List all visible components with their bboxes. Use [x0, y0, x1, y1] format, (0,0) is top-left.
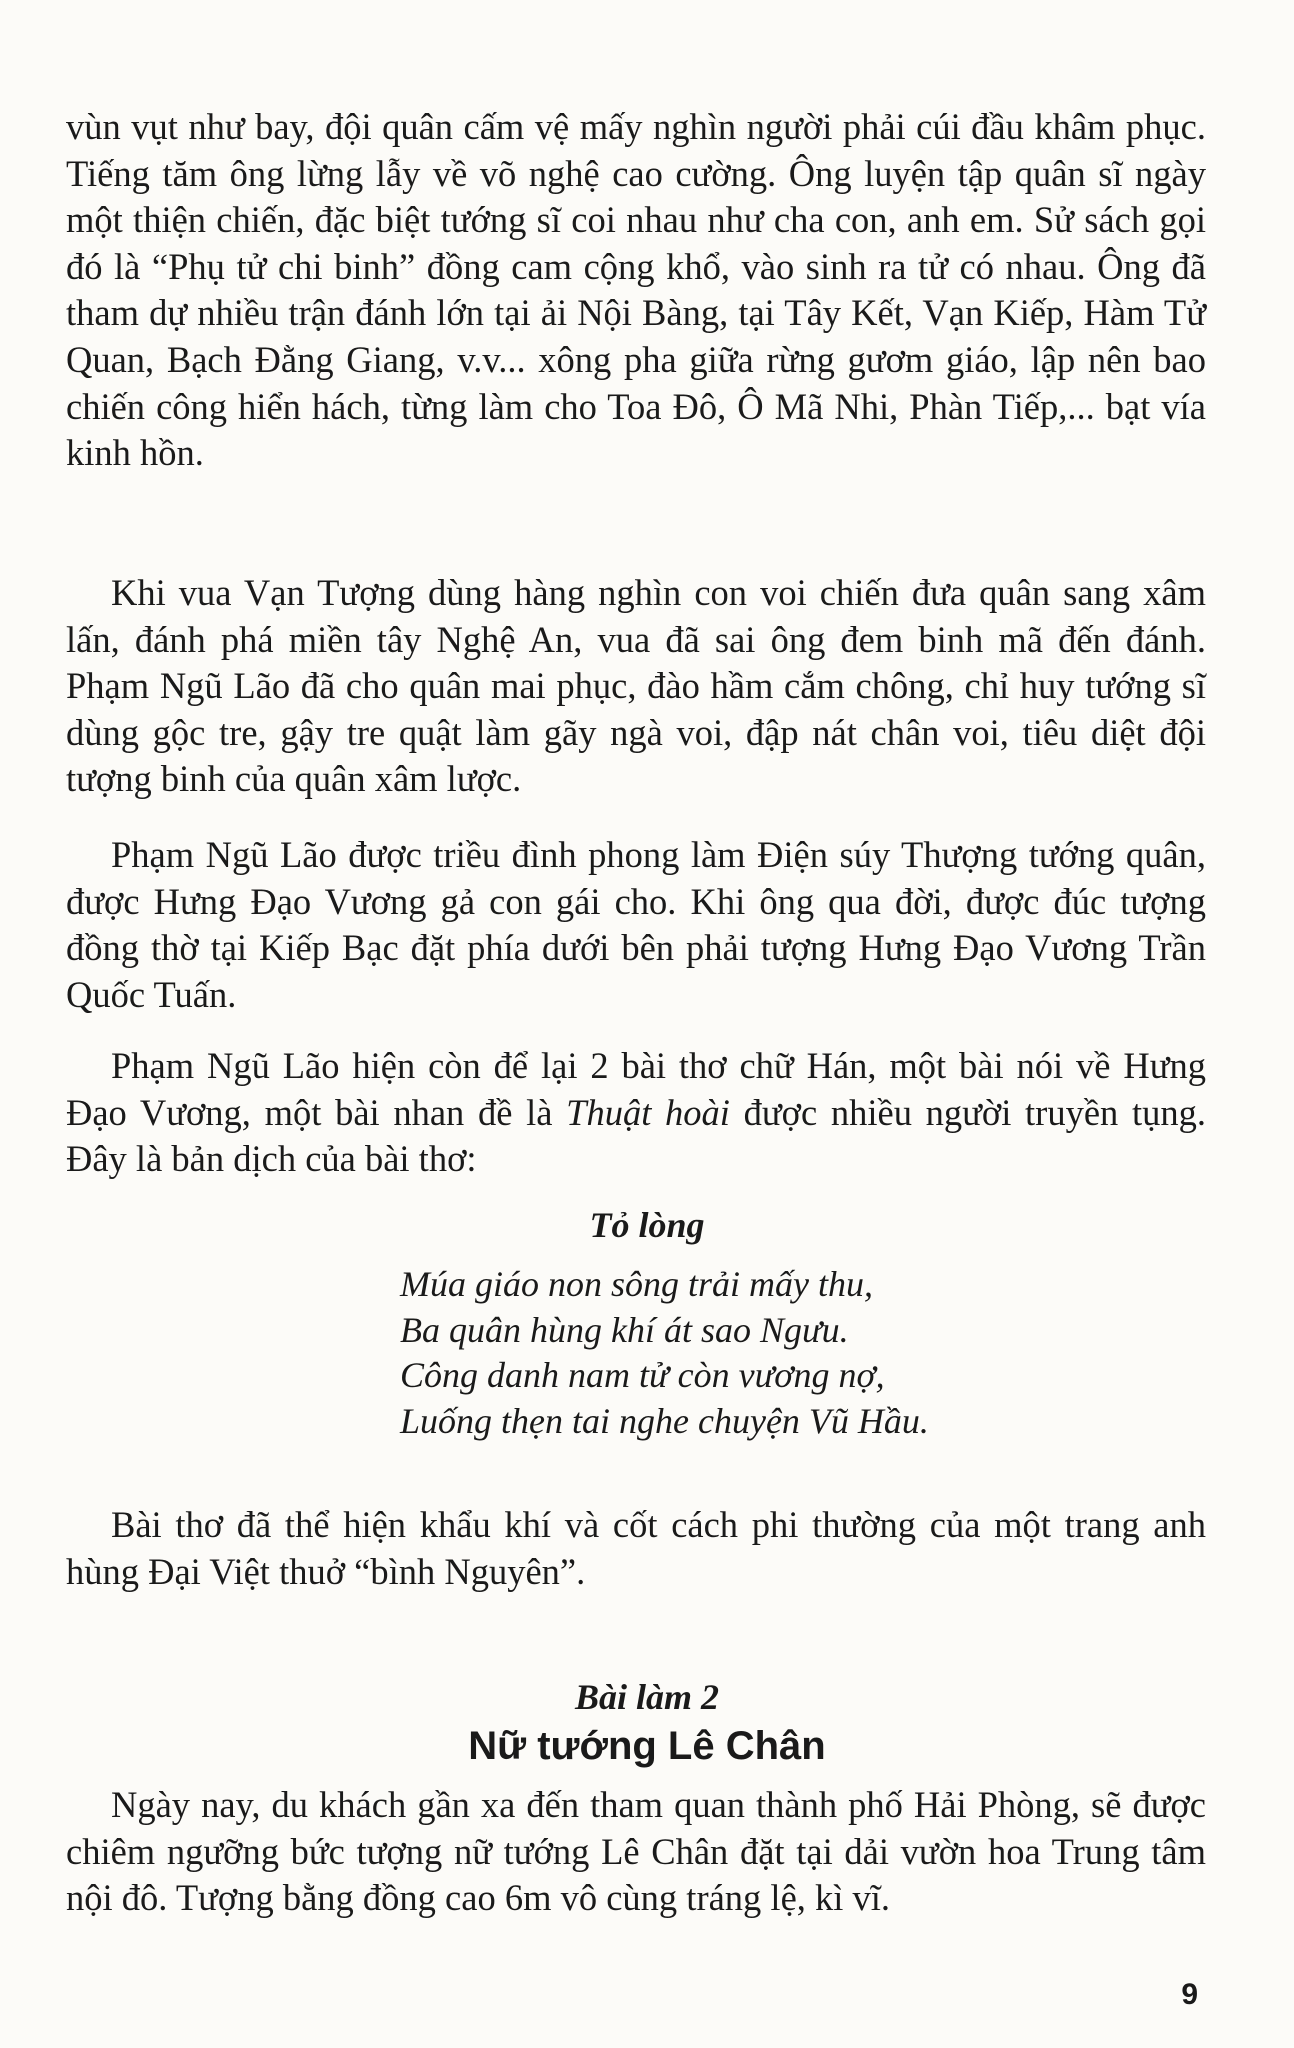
poem-line-2: Ba quân hùng khí át sao Ngưu.: [400, 1309, 849, 1350]
poem-original-title: Thuật hoài: [566, 1091, 730, 1133]
paragraph-1-text: vùn vụt như bay, đội quân cấm vệ mấy nghìn người phải cúi đầu khâm phục. Tiếng tăm ông lừng lẫy về võ nghệ cao cường. Ông luyện tập quân sĩ ngày một thiện chiến, đặc biệt tướng sĩ coi nhau như cha con, anh em. Sử sách gọi đó là “Phụ tử chi binh” đồng cam cộng khổ, vào sinh ra tử có nhau. Ông đã tham dự nhiều trận đánh lớn tại ải Nội Bàng, tại Tây Kết, Vạn Kiếp, Hàm Tử Quan, Bạch Đằng Giang, v.v... xông pha giữa rừng gươm giáo, lập nên bao chiến công hiển hách, từng làm cho Toa Đô, Ô Mã Nhi, Phàn Tiếp,... bạt vía kinh hồn.: [66, 106, 1206, 474]
paragraph-4: [66, 1043, 1206, 1183]
paragraph-4-text-after: được nhiều người truyền tụng. Đây là bản dịch của bài thơ:: [66, 1091, 1206, 1180]
poem-line-3: Công danh nam tử còn vương nợ,: [400, 1355, 885, 1395]
paragraph-2-text: Khi vua Vạn Tượng dùng hàng nghìn con voi chiến đưa quân sang xâm lấn, đánh phá miền tây Nghệ An, vua đã sai ông đem binh mã đến đánh. Phạm Ngũ Lão đã cho quân mai phục, đào hầm cắm chông, chỉ huy tướng sĩ dùng gộc tre, gậy tre quật làm gãy ngà voi, đập nát chân voi, tiêu diệt đội tượng binh của quân xâm lược.: [66, 572, 1206, 800]
poem-line-4: Luống thẹn tai nghe chuyện Vũ Hầu.: [400, 1400, 929, 1441]
paragraph-3: [66, 832, 1206, 1018]
section-title: Nữ tướng Lê Chân: [468, 1724, 826, 1768]
poem-body: [400, 1262, 1200, 1444]
paragraph-4-text: [66, 1043, 1206, 1183]
page-number: 9: [1181, 1978, 1198, 2011]
paragraph-6: [66, 1782, 1206, 1922]
paragraph-1: [66, 104, 1206, 477]
paragraph-3-text: Phạm Ngũ Lão được triều đình phong làm Điện súy Thượng tướng quân, được Hưng Đạo Vương gả con gái cho. Khi ông qua đời, được đúc tượng đồng thờ tại Kiếp Bạc đặt phía dưới bên phải tượng Hưng Đạo Vương Trần Quốc Tuấn.: [66, 834, 1206, 1015]
paragraph-5: [66, 1502, 1206, 1595]
poem-title: Tỏ lòng: [589, 1205, 705, 1245]
paragraph-6-text: Ngày nay, du khách gần xa đến tham quan thành phố Hải Phòng, sẽ được chiêm ngưỡng bức tượng nữ tướng Lê Chân đặt tại dải vườn hoa Trung tâm nội đô. Tượng bằng đồng cao 6m vô cùng tráng lệ, kì vĩ.: [66, 1784, 1206, 1919]
paragraph-4-text-before: Phạm Ngũ Lão hiện còn để lại 2 bài thơ chữ Hán, một bài nói về Hưng Đạo Vương, một bài nhan đề là: [66, 1045, 1206, 1133]
poem-line-1: Múa giáo non sông trải mấy thu,: [400, 1264, 873, 1304]
paragraph-2: [66, 570, 1206, 803]
paragraph-5-text: Bài thơ đã thể hiện khẩu khí và cốt cách phi thường của một trang anh hùng Đại Việt thuở “bình Nguyên”.: [66, 1504, 1206, 1592]
section-label: Bài làm 2: [574, 1677, 720, 1717]
